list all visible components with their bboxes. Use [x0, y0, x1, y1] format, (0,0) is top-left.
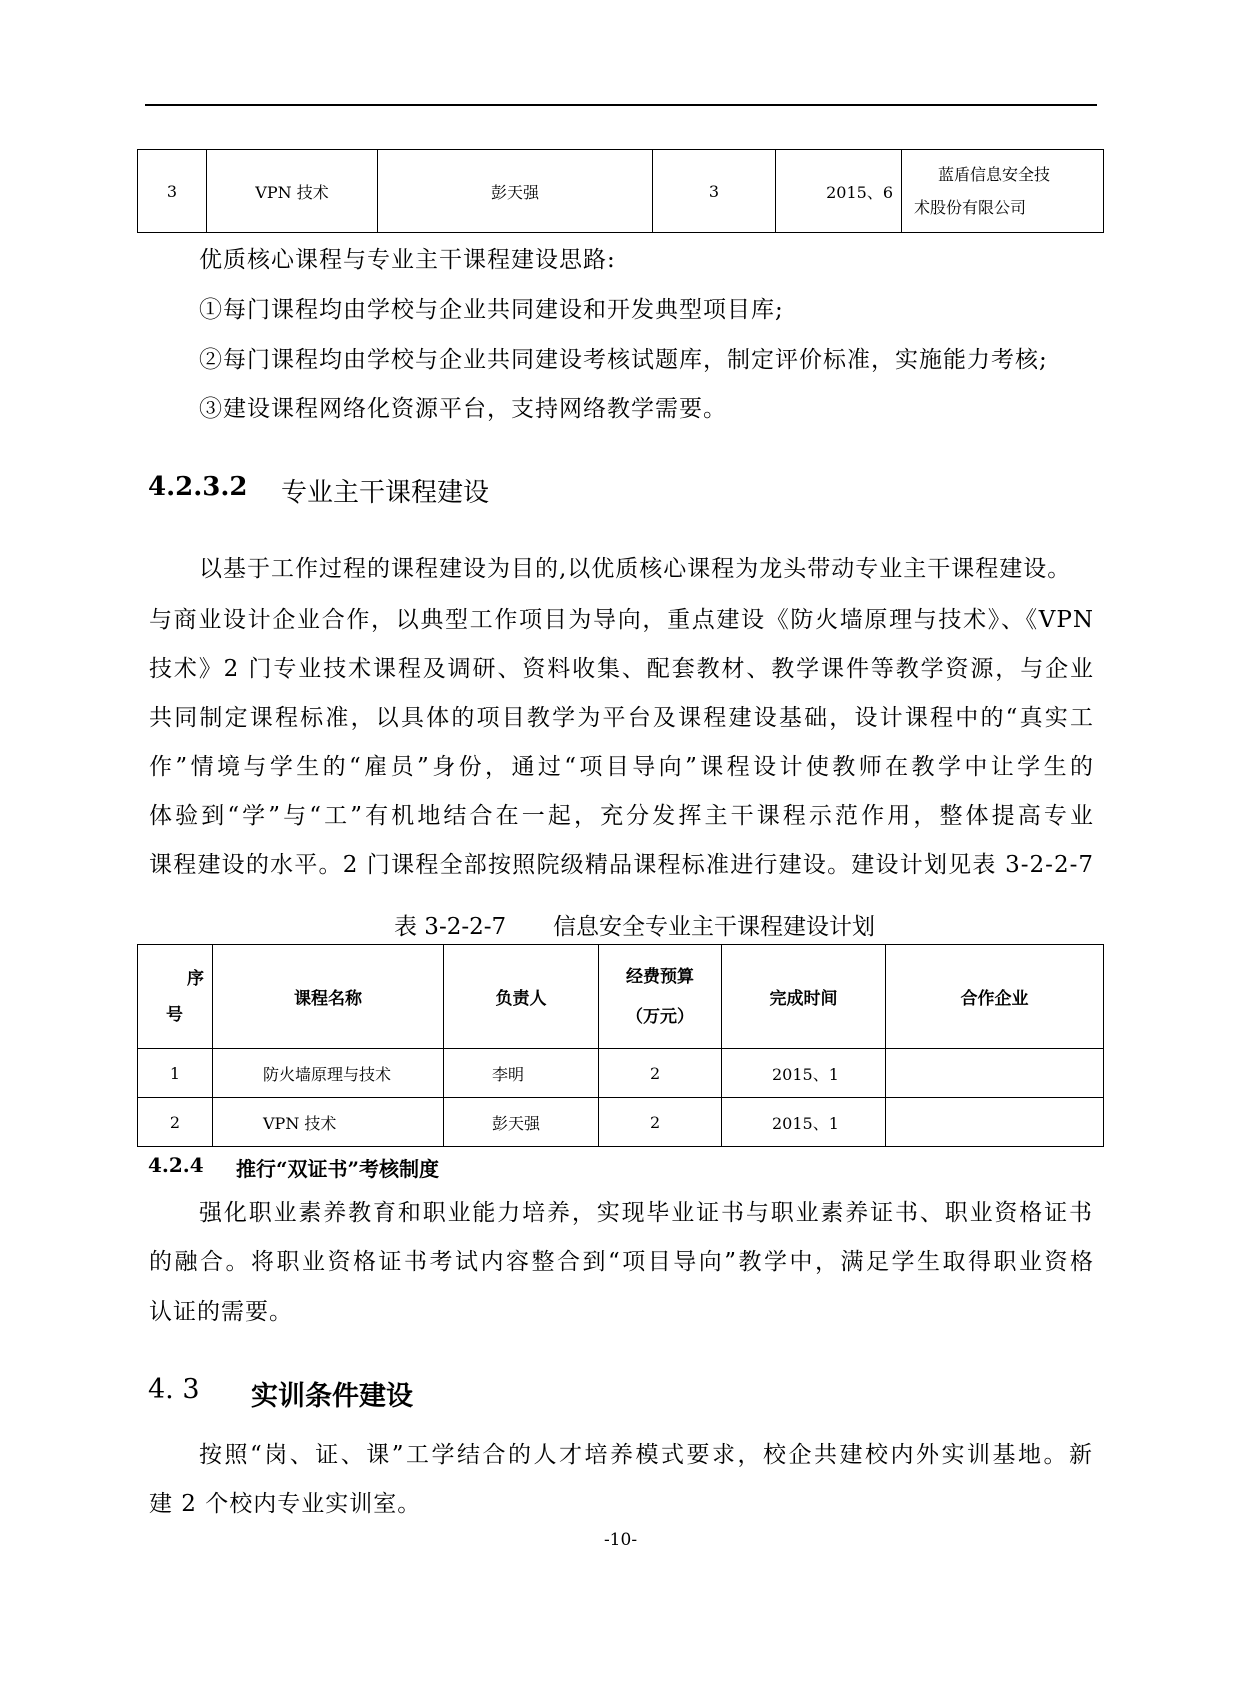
course-plan-table	[137, 944, 1104, 1147]
table-header-row	[138, 945, 1104, 1049]
partner-company	[902, 150, 1104, 233]
table-row	[138, 1049, 1104, 1098]
course-owner: 彭天强	[378, 150, 653, 233]
partner-company	[886, 1049, 1104, 1098]
body-line: 以基于工作过程的课程建设为目的,以优质核心课程为龙头带动专业主干课程建设。	[199, 556, 1072, 582]
header-rule	[145, 104, 1097, 106]
section-number: 4. 3	[148, 1374, 200, 1405]
body-line: 与商业设计企业合作，以典型工作项目为导向，重点建设《防火墙原理与技术》、《VPN	[149, 607, 1094, 633]
header-completion-time: 完成时间	[722, 945, 886, 1049]
table-row	[138, 1098, 1104, 1147]
section-number: 4.2.4	[148, 1153, 204, 1177]
body-line: 共同制定课程标准，以具体的项目教学为平台及课程建设基础，设计课程中的“真实工	[149, 705, 1094, 731]
section-title: 实训条件建设	[251, 1381, 413, 1412]
header-number	[138, 945, 213, 1049]
body-line: 技术》2 门专业技术课程及调研、资料收集、配套教材、教学课件等教学资源，与企业	[149, 656, 1094, 682]
header-budget	[599, 945, 722, 1049]
course-name: VPN 技术	[207, 150, 378, 233]
row-number: 3	[138, 150, 207, 233]
completion-time: 2015、1	[722, 1098, 886, 1147]
row-number: 1	[138, 1049, 213, 1098]
course-name: VPN 技术	[213, 1098, 444, 1147]
approach-item-1: ①每门课程均由学校与企业共同建设和开发典型项目库;	[199, 297, 784, 323]
course-budget: 2	[599, 1098, 722, 1147]
table-caption-number: 表 3-2-2-7	[394, 914, 507, 940]
course-budget: 3	[653, 150, 776, 233]
completion-time: 2015、6	[776, 150, 902, 233]
body-line: 体验到“学”与“工”有机地结合在一起，充分发挥主干课程示范作用，整体提高专业	[149, 803, 1094, 829]
partner-company	[886, 1098, 1104, 1147]
header-number-line-1: 序	[187, 968, 204, 989]
partner-company-line-2: 术股份有限公司	[914, 198, 1027, 217]
body-line: 的融合。将职业资格证书考试内容整合到“项目导向”教学中，满足学生取得职业资格	[149, 1249, 1094, 1275]
approach-item-2: ②每门课程均由学校与企业共同建设考核试题库，制定评价标准，实施能力考核;	[199, 347, 1048, 373]
approach-item-3: ③建设课程网络化资源平台，支持网络教学需要。	[199, 396, 727, 422]
header-owner: 负责人	[444, 945, 599, 1049]
continued-course-table	[137, 149, 1104, 233]
section-title: 专业主干课程建设	[281, 478, 490, 508]
body-line: 认证的需要。	[149, 1299, 293, 1325]
page-number: -10-	[603, 1530, 638, 1550]
header-partner-company: 合作企业	[886, 945, 1104, 1049]
body-line: 强化职业素养教育和职业能力培养，实现毕业证书与职业素养证书、职业资格证书	[199, 1200, 1093, 1226]
section-number: 4.2.3.2	[148, 472, 248, 502]
header-budget-line-2: （万元）	[626, 1006, 694, 1027]
section-title: 推行“双证书”考核制度	[236, 1157, 440, 1181]
table-row	[138, 150, 1104, 233]
partner-company-line-1: 蓝盾信息安全技	[938, 165, 1051, 184]
body-line: 按照“岗、证、课”工学结合的人才培养模式要求，校企共建校内外实训基地。新	[199, 1442, 1093, 1468]
header-budget-line-1: 经费预算	[626, 966, 694, 987]
table-caption-title: 信息安全专业主干课程建设计划	[553, 914, 875, 940]
body-line: 课程建设的水平。2 门课程全部按照院级精品课程标准进行建设。建设计划见表 3-2-2-7	[149, 852, 1094, 878]
header-course-name: 课程名称	[213, 945, 444, 1049]
course-owner: 彭天强	[444, 1098, 599, 1147]
course-budget: 2	[599, 1049, 722, 1098]
body-line: 建 2 个校内专业实训室。	[149, 1491, 422, 1517]
course-owner: 李明	[444, 1049, 599, 1098]
course-name: 防火墙原理与技术	[213, 1049, 444, 1098]
header-number-line-2: 号	[166, 1004, 183, 1025]
row-number: 2	[138, 1098, 213, 1147]
approach-title: 优质核心课程与专业主干课程建设思路:	[199, 247, 616, 273]
completion-time: 2015、1	[722, 1049, 886, 1098]
body-line: 作”情境与学生的“雇员”身份，通过“项目导向”课程设计使教师在教学中让学生的	[149, 754, 1094, 780]
